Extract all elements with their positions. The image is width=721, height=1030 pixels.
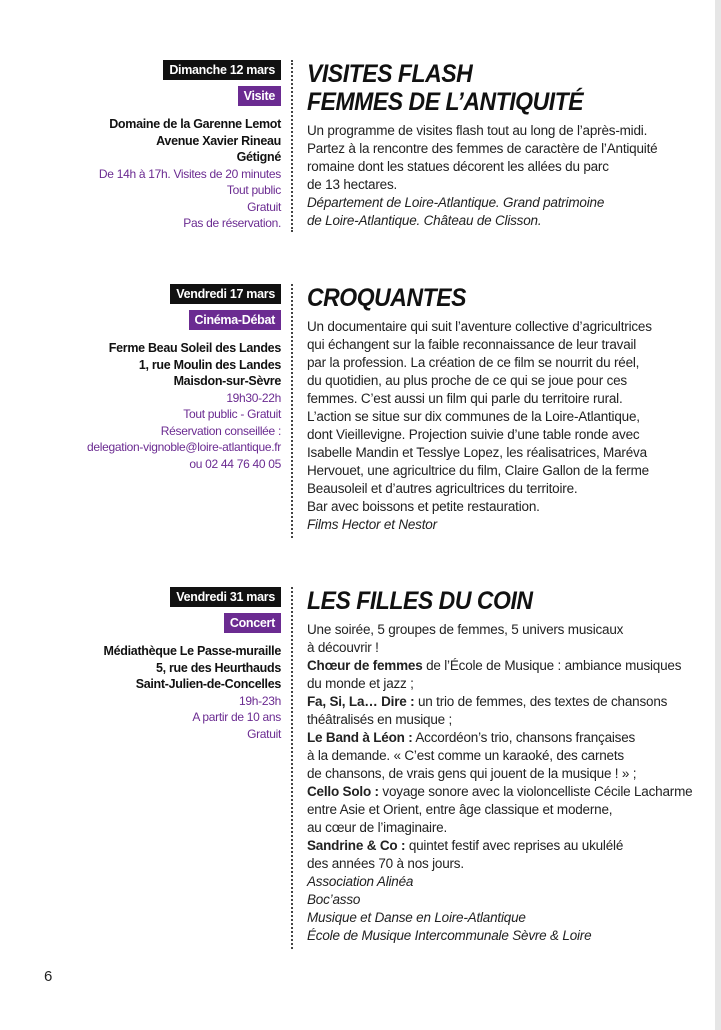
venue-line: Maisdon-sur-Sèvre <box>173 374 281 388</box>
event-description <box>307 621 707 945</box>
desc-line: du monde et jazz ; <box>307 676 414 691</box>
date-badge: Vendredi 31 mars <box>170 587 281 607</box>
desc-line: Hervouet, une agricultrice du film, Claire Gallon de la ferme <box>307 463 649 478</box>
desc-line: Un documentaire qui suit l’aventure collective d’agricultrices <box>307 319 652 334</box>
credit-line: Association Alinéa <box>307 874 414 889</box>
info-line: Pas de réservation. <box>183 216 281 230</box>
event-title <box>307 60 675 116</box>
desc-line: Une soirée, 5 groupes de femmes, 5 univers musicaux <box>307 622 624 637</box>
desc-line: Isabelle Mandin et Tesslye Lopez, les réalisatrices, Maréva <box>307 445 647 460</box>
title-line: VISITES FLASH <box>307 60 473 88</box>
venue <box>40 340 281 390</box>
venue-line: 1, rue Moulin des Landes <box>138 357 281 372</box>
group-text: voyage sonore avec la violoncelliste Cécile Lacharme <box>378 784 693 799</box>
event-title <box>307 284 675 312</box>
desc-line: qui échangent sur la faible reconnaissance de leur travail <box>307 337 637 352</box>
desc-line: dont Vieillevigne. Projection suivie d’une table ronde avec <box>307 427 640 442</box>
group-entry <box>307 729 707 747</box>
page-number: 6 <box>44 968 53 985</box>
group-text: un trio de femmes, des textes de chansons <box>414 694 668 709</box>
group-name: Sandrine & Co : <box>307 838 406 853</box>
desc-line: des années 70 à nos jours. <box>307 856 464 871</box>
venue-line: Ferme Beau Soleil des Landes <box>108 341 281 355</box>
date-badge: Vendredi 17 mars <box>170 284 281 304</box>
page-edge <box>715 0 721 1030</box>
desc-line: romaine dont les statues décorent les allées du parc <box>307 159 609 174</box>
practical-info <box>40 166 281 232</box>
credit-line: Département de Loire-Atlantique. Grand patrimoine <box>307 195 605 210</box>
info-line: A partir de 10 ans <box>192 710 281 724</box>
title-line: FEMMES DE L’ANTIQUITÉ <box>307 88 584 116</box>
info-line: Gratuit <box>247 726 281 741</box>
event-details <box>40 587 281 742</box>
dotted-divider <box>291 60 293 232</box>
dotted-divider <box>291 284 293 538</box>
group-name: Fa, Si, La… Dire : <box>307 694 415 709</box>
event-content <box>307 284 707 534</box>
dotted-divider <box>291 587 293 949</box>
event-description <box>307 318 707 534</box>
group-name: Cello Solo : <box>307 784 379 799</box>
contact-email[interactable]: delegation-vignoble@loire-atlantique.fr <box>87 440 281 454</box>
event-description <box>307 122 707 230</box>
desc-line: à découvrir ! <box>307 640 379 655</box>
desc-line: femmes. C’est aussi un film qui parle du territoire rural. <box>307 391 623 406</box>
desc-line: Partez à la rencontre des femmes de caractère de l’Antiquité <box>307 141 658 156</box>
practical-info <box>40 390 281 473</box>
info-line: Tout public - Gratuit <box>183 407 281 421</box>
desc-line: par la profession. La création de ce film se nourrit du réel, <box>307 355 640 370</box>
info-line: 19h-23h <box>239 693 281 708</box>
date-badge: Dimanche 12 mars <box>163 60 281 80</box>
group-text: Accordéon’s trio, chansons françaises <box>412 730 636 745</box>
venue <box>40 643 281 693</box>
credit-line: École de Musique Intercommunale Sèvre & Loire <box>307 928 592 943</box>
venue <box>40 116 281 166</box>
venue-line: Domaine de la Garenne Lemot <box>109 117 281 131</box>
group-name: Le Band à Léon : <box>307 730 413 745</box>
venue-line: Avenue Xavier Rineau <box>156 133 281 148</box>
desc-line: entre Asie et Orient, entre âge classique et moderne, <box>307 802 613 817</box>
info-line: Tout public <box>226 183 281 197</box>
category-badge: Cinéma-Débat <box>189 310 281 330</box>
desc-line: Un programme de visites flash tout au long de l’après-midi. <box>307 123 648 138</box>
info-line: De 14h à 17h. Visites de 20 minutes <box>98 166 281 181</box>
event-content <box>307 587 707 945</box>
desc-line: Beausoleil et d’autres agricultrices du territoire. <box>307 481 578 496</box>
event-details <box>40 284 281 472</box>
event-details <box>40 60 281 232</box>
group-name: Chœur de femmes <box>307 658 423 673</box>
desc-line: de chansons, de vrais gens qui jouent de la musique ! » ; <box>307 766 637 781</box>
desc-line: au cœur de l’imaginaire. <box>307 820 448 835</box>
desc-line: de 13 hectares. <box>307 177 398 192</box>
practical-info <box>40 693 281 743</box>
title-line: CROQUANTES <box>307 284 466 312</box>
event-title <box>307 587 675 615</box>
event-content <box>307 60 707 230</box>
category-badge: Concert <box>224 613 281 633</box>
venue-line: 5, rue des Heurthauds <box>156 660 281 675</box>
desc-line: à la demande. « C’est comme un karaoké, des carnets <box>307 748 624 763</box>
contact-phone: ou 02 44 76 40 05 <box>189 456 281 471</box>
desc-line: L’action se situe sur dix communes de la Loire-Atlantique, <box>307 409 640 424</box>
info-line: 19h30-22h <box>226 390 281 405</box>
desc-line: Bar avec boissons et petite restauration. <box>307 499 540 514</box>
info-line: Réservation conseillée : <box>160 423 281 438</box>
venue-line: Saint-Julien-de-Concelles <box>135 677 281 691</box>
venue-line: Gétigné <box>236 150 281 164</box>
info-line: Gratuit <box>247 199 281 214</box>
group-entry <box>307 657 707 675</box>
credit-line: de Loire-Atlantique. Château de Clisson. <box>307 213 542 228</box>
category-badge: Visite <box>238 86 281 106</box>
desc-line: du quotidien, au plus proche de ce qui se joue pour ces <box>307 373 627 388</box>
group-entry <box>307 837 707 855</box>
title-line: LES FILLES DU COIN <box>307 587 533 615</box>
credit-line: Boc’asso <box>307 892 361 907</box>
credit-line: Films Hector et Nestor <box>307 517 437 532</box>
group-entry <box>307 783 707 801</box>
desc-line: théâtralisés en musique ; <box>307 712 453 727</box>
group-text: quintet festif avec reprises au ukulélé <box>405 838 624 853</box>
group-text: de l’École de Musique : ambiance musiques <box>422 658 682 673</box>
venue-line: Médiathèque Le Passe-muraille <box>103 644 281 658</box>
group-entry <box>307 693 707 711</box>
credit-line: Musique et Danse en Loire-Atlantique <box>307 910 526 925</box>
